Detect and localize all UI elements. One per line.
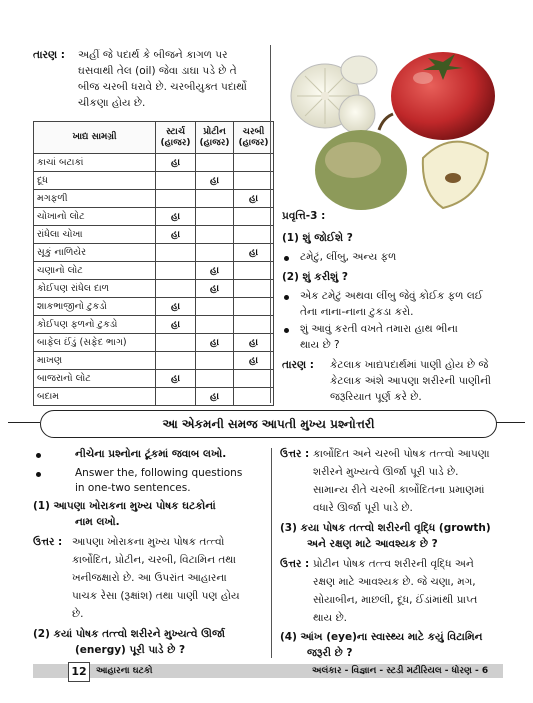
activity-q2-item-2a: શું આવું કરતી વખતે તમારા હાથ ભીના [300, 323, 458, 335]
table-cell-mark [234, 280, 274, 298]
answer-2-line-4: વધારે ઊર્જા પૂરી પાડે છે. [313, 502, 413, 514]
table-cell-mark [196, 370, 234, 388]
bullet-icon [36, 453, 41, 458]
question-4-line-2: જરૂરી છે ? [307, 647, 353, 659]
activity-tarana-line-3: જરૂરિયાત પૂર્ણ કરે છે. [330, 391, 422, 403]
table-cell-food: માખણ [34, 352, 156, 370]
food-table [33, 121, 274, 406]
tarana-line-2: ઘસવાથી તેલ (oil) જેવા ડાઘા પડે છે તે [78, 65, 237, 77]
table-cell-food: ચણાનો લોટ [34, 262, 156, 280]
answer-3-line-2: રક્ષણ માટે આવશ્યક છે. જે ચણા, મગ, [313, 576, 476, 588]
table-row [34, 316, 274, 334]
activity-q1-item: ટમેટું, લીંબુ, અન્ય ફળ [300, 251, 397, 263]
activity-q2-item-1a: એક ટમેટું અથવા લીંબુ જેવું કોઈક ફળ લઈ [300, 290, 483, 302]
answer-3-line-3: સોયાબીન, માછલી, દૂધ, ઈંડાંમાંથી પ્રાપ્ત [313, 594, 478, 606]
lemon-icon [291, 56, 377, 133]
table-row [34, 298, 274, 316]
table-header-row [34, 122, 274, 154]
table-cell-food: મગફળી [34, 190, 156, 208]
answer-1-line-5: છે. [72, 608, 84, 620]
table-cell-mark: હા [234, 190, 274, 208]
table-cell-mark [234, 316, 274, 334]
answer-1-line-3: ખનીજક્ષારો છે. આ ઉપરાંત આહારના [72, 572, 227, 584]
table-cell-mark [156, 190, 196, 208]
activity-title: પ્રવૃત્તિ-3 : [282, 210, 326, 222]
tarana-line-1: અહીં જે પદાર્થ કે બીજને કાગળ પર [78, 49, 228, 61]
instruction-english-2: in one-two sentences. [75, 482, 191, 494]
answer-2-line-3: સામાન્ય રીતે ચરબી કાર્બોદિતના પ્રમાણમાં [313, 484, 485, 496]
answer-3-line-4: થાય છે. [313, 612, 348, 624]
table-cell-food: કાચાં બટાકાં [34, 154, 156, 172]
footer-book: અલંકાર - વિજ્ઞાન - સ્ટડી મટીરિયલ - ધોરણ - 6 [312, 666, 489, 676]
banner-rule-left [8, 422, 40, 423]
table-cell-mark [156, 352, 196, 370]
table-row [34, 190, 274, 208]
bullet-icon [284, 295, 289, 300]
table-row [34, 388, 274, 406]
table-cell-mark: હા [196, 280, 234, 298]
table-cell-mark [196, 226, 234, 244]
answer-1-line-1: આપણા ખોરાકના મુખ્ય પોષક તત્ત્વો [72, 536, 225, 548]
answer-3-line-1: પ્રોટીન પોષક તત્ત્વ શરીરની વૃદ્ધિ અને [313, 558, 474, 570]
table-cell-mark: હા [234, 334, 274, 352]
table-cell-mark [196, 352, 234, 370]
banner-rule-right [495, 422, 525, 423]
table-cell-mark [234, 154, 274, 172]
table-cell-food: દૂધ [34, 172, 156, 190]
activity-tarana-line-2: કેટલાક અંશે આપણા શરીરની પાણીની [330, 375, 492, 387]
table-cell-mark: હા [196, 262, 234, 280]
table-cell-mark: હા [156, 316, 196, 334]
answer-3-label: ઉત્તર : [280, 558, 310, 570]
table-cell-mark: હા [156, 298, 196, 316]
bullet-icon [284, 328, 289, 333]
instruction-gujarati: નીચેના પ્રશ્નોના ટૂંકમાં જવાબ લખો. [75, 448, 227, 460]
table-header: ચરબી (હાજર) [234, 122, 274, 154]
table-cell-mark [156, 334, 196, 352]
column-divider [271, 448, 272, 658]
table-row [34, 172, 274, 190]
table-cell-food: બાફેલ ઈંડું (સફેદ ભાગ) [34, 334, 156, 352]
table-row [34, 352, 274, 370]
table-cell-mark [234, 370, 274, 388]
table-cell-food: રાંધેલા ચોખા [34, 226, 156, 244]
table-cell-mark: હા [156, 370, 196, 388]
answer-1-line-2: કાર્બોદિત, પ્રોટીન, ચરબી, વિટામિન તથા [72, 554, 236, 566]
table-cell-mark: હા [196, 334, 234, 352]
table-cell-mark [234, 226, 274, 244]
table-cell-mark: હા [234, 352, 274, 370]
table-row [34, 208, 274, 226]
activity-q2-item-1b: તેના નાના-નાના ટુકડા કરો. [300, 306, 414, 318]
tarana-line-4: ચીકણા હોય છે. [78, 97, 146, 109]
table-cell-food: બદામ [34, 388, 156, 406]
table-cell-mark [196, 298, 234, 316]
page-number: 12 [68, 662, 90, 682]
banner-title: આ એકમની સમજ આપતી મુખ્ય પ્રશ્નોત્તરી [162, 417, 375, 431]
table-row [34, 226, 274, 244]
answer-1-line-4: પાચક રેસા (રૂક્ષાંશ) તથા પાણી પણ હોય [72, 590, 240, 602]
activity-tarana-label: તારણ : [282, 359, 314, 371]
table-cell-food: ચોખાનો લોટ [34, 208, 156, 226]
table-cell-mark [156, 388, 196, 406]
table-cell-food: શાકભાજીનો ટુકડો [34, 298, 156, 316]
table-cell-mark [234, 208, 274, 226]
table-cell-mark [156, 172, 196, 190]
answer-2-line-1: કાર્બોદિત અને ચરબી પોષક તત્ત્વો આપણા [313, 448, 490, 460]
table-cell-food: બાજરાનો લોટ [34, 370, 156, 388]
table-row [34, 262, 274, 280]
question-2-line-2: (energy) પૂરી પાડે છે ? [75, 644, 186, 656]
table-row [34, 154, 274, 172]
answer-2-label: ઉત્તર : [280, 448, 310, 460]
bullet-icon [36, 472, 41, 477]
table-cell-mark [156, 244, 196, 262]
table-header: પ્રોટીન (હાજર) [196, 122, 234, 154]
answer-1-label: ઉત્તર : [33, 536, 63, 548]
instruction-english-1: Answer the, following questions [75, 467, 243, 479]
tomato-icon [391, 52, 495, 140]
question-3-line-1: (3) કયા પોષક તત્ત્વો શરીરની વૃદ્ધિ (growth) [280, 522, 491, 534]
table-cell-mark: હા [156, 208, 196, 226]
table-cell-mark [196, 316, 234, 334]
table-cell-mark: હા [196, 388, 234, 406]
table-cell-mark: હા [156, 154, 196, 172]
table-cell-mark [234, 262, 274, 280]
table-cell-mark: હા [196, 172, 234, 190]
question-2-line-1: (2) કયાં પોષક તત્ત્વો શરીરને મુખ્યત્વે ઊર્જા [33, 628, 225, 640]
table-cell-mark: હા [156, 226, 196, 244]
table-cell-food: સૂકું નાળિયેર [34, 244, 156, 262]
section-banner [40, 410, 497, 438]
table-cell-food: કોઈપણ ફળનો ટુકડો [34, 316, 156, 334]
tarana-line-3: બીજ ચરબી ધરાવે છે. ચરબીયુક્ત પદાર્થો [78, 81, 247, 93]
question-1-line-1: (1) આપણા ખોરાકના મુખ્ય પોષક ઘટકોનાં [33, 500, 216, 512]
table-cell-mark [234, 388, 274, 406]
question-1-line-2: નામ લખો. [75, 516, 120, 528]
table-cell-mark: હા [234, 244, 274, 262]
table-cell-mark [234, 298, 274, 316]
fruit-illustration [283, 48, 511, 228]
table-cell-mark [196, 208, 234, 226]
activity-tarana-line-1: કેટલાક ખાદ્યપદાર્થમાં પાણી હોય છે જે [330, 359, 489, 371]
apple-slice-icon [423, 142, 488, 208]
activity-q2-item-2b: થાય છે ? [300, 339, 340, 351]
answer-2-line-2: શરીરને મુખ્યત્વે ઊર્જા પૂરી પાડે છે. [313, 466, 459, 478]
tarana-label: તારણ : [33, 49, 65, 61]
table-cell-mark [156, 262, 196, 280]
table-row [34, 280, 274, 298]
table-cell-mark [196, 154, 234, 172]
table-cell-mark [196, 244, 234, 262]
activity-q1: (1) શું જોઈશે ? [282, 232, 353, 244]
table-cell-mark [156, 280, 196, 298]
table-header: સ્ટાર્ચ (હાજર) [156, 122, 196, 154]
column-divider [270, 45, 271, 403]
table-row [34, 334, 274, 352]
table-row [34, 370, 274, 388]
table-cell-mark [196, 190, 234, 208]
table-cell-food: કોઈપણ રાંધેલ દાળ [34, 280, 156, 298]
activity-q2: (2) શું કરીશું ? [282, 271, 348, 283]
footer-chapter: આહારના ઘટકો [96, 666, 153, 676]
bullet-icon [284, 256, 289, 261]
table-cell-mark [234, 172, 274, 190]
question-3-line-2: અને રક્ષણ માટે આવશ્યક છે ? [307, 538, 438, 550]
table-row [34, 244, 274, 262]
question-4-line-1: (4) આંખ (eye)ના સ્વાસ્થ્ય માટે કયું વિટામિન [280, 631, 483, 643]
table-header: ખાદ્ય સામગ્રી [34, 122, 156, 154]
food-table-body [34, 154, 274, 406]
